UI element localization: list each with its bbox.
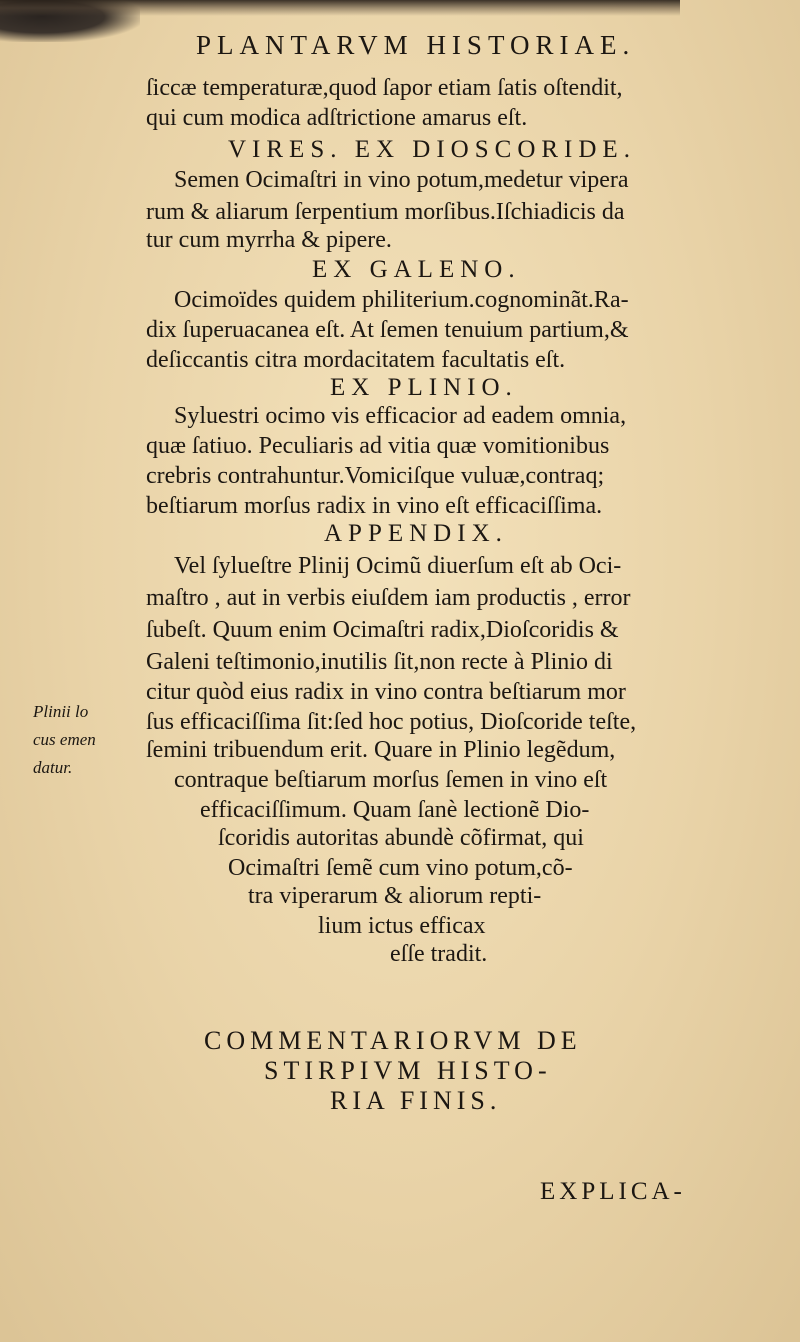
text-line: quæ ſatiuo. Peculiaris ad vitia quæ vomitionibus [146,433,610,459]
text-line: Vel ſylueſtre Plinij Ocimũ diuerſum eſt ab Oci- [174,553,622,579]
colophon-line: RIA FINIS. [330,1086,502,1115]
text-line: tur cum myrrha & pipere. [146,227,392,253]
running-head: PLANTARVM HISTORIAE. [196,30,636,60]
text-line: ſus efficaciſſima ſit:ſed hoc potius, Dioſcoride teſte, [146,709,637,735]
text-line: beſtiarum morſus radix in vino eſt efficaciſſima. [146,493,603,519]
text-line: ſcoridis autoritas abundè cõfirmat, qui [218,825,584,851]
text-line: Syluestri ocimo vis efficacior ad eadem omnia, [174,403,627,429]
text-line: eſſe tradit. [390,941,488,967]
text-line: lium ictus efficax [318,913,486,939]
text-line: crebris contrahuntur.Vomiciſque vuluæ,contraq; [146,463,605,489]
catchword: EXPLICA- [540,1178,686,1205]
colophon-line: COMMENTARIORVM DE [204,1026,582,1055]
text-line: contraque beſtiarum morſus ſemen in vino eſt [174,767,608,793]
text-line: qui cum modica adſtrictione amarus eſt. [146,105,528,131]
text-line: Semen Ocimaſtri in vino potum,medetur vipera [174,167,629,193]
page-top-edge [0,0,680,16]
section-heading-appendix: APPENDIX. [324,520,508,547]
margin-note-line: Plinii lo [33,702,89,721]
text-line: rum & aliarum ſerpentium morſibus.Iſchiadicis da [146,199,625,225]
text-line: dix ſuperuacanea eſt. At ſemen tenuium partium,& [146,317,629,343]
margin-note-line: cus emen [33,730,96,749]
text-line: deſiccantis citra mordacitatem facultatis eſt. [146,347,566,373]
text-line: ſubeſt. Quum enim Ocimaſtri radix,Dioſcoridis & [146,617,619,643]
margin-note-line: datur. [33,758,73,777]
text-line: Galeni teſtimonio,inutilis ſit,non recte à Plinio di [146,649,613,675]
text-line: ſiccæ temperaturæ,quod ſapor etiam ſatis oſtendit, [146,75,623,101]
text-line: maſtro , aut in verbis eiuſdem iam productis , error [146,585,631,611]
text-line: efficaciſſimum. Quam ſanè lectionẽ Dio- [200,797,590,823]
text-line: ſemini tribuendum erit. Quare in Plinio legẽdum, [146,737,616,763]
text-line: citur quòd eius radix in vino contra beſtiarum mor [146,679,626,705]
text-line: tra viperarum & aliorum repti- [248,883,542,909]
section-heading-vires: VIRES. EX DIOSCORIDE. [228,136,636,163]
colophon-line: STIRPIVM HISTO- [264,1056,552,1085]
section-heading-galeno: EX GALENO. [312,256,521,283]
text-line: Ocimaſtri ſemẽ cum vino potum,cõ- [228,855,573,881]
text-line: Ocimoïdes quidem philiterium.cognominãt.Ra- [174,287,629,313]
section-heading-plinio: EX PLINIO. [330,374,518,401]
